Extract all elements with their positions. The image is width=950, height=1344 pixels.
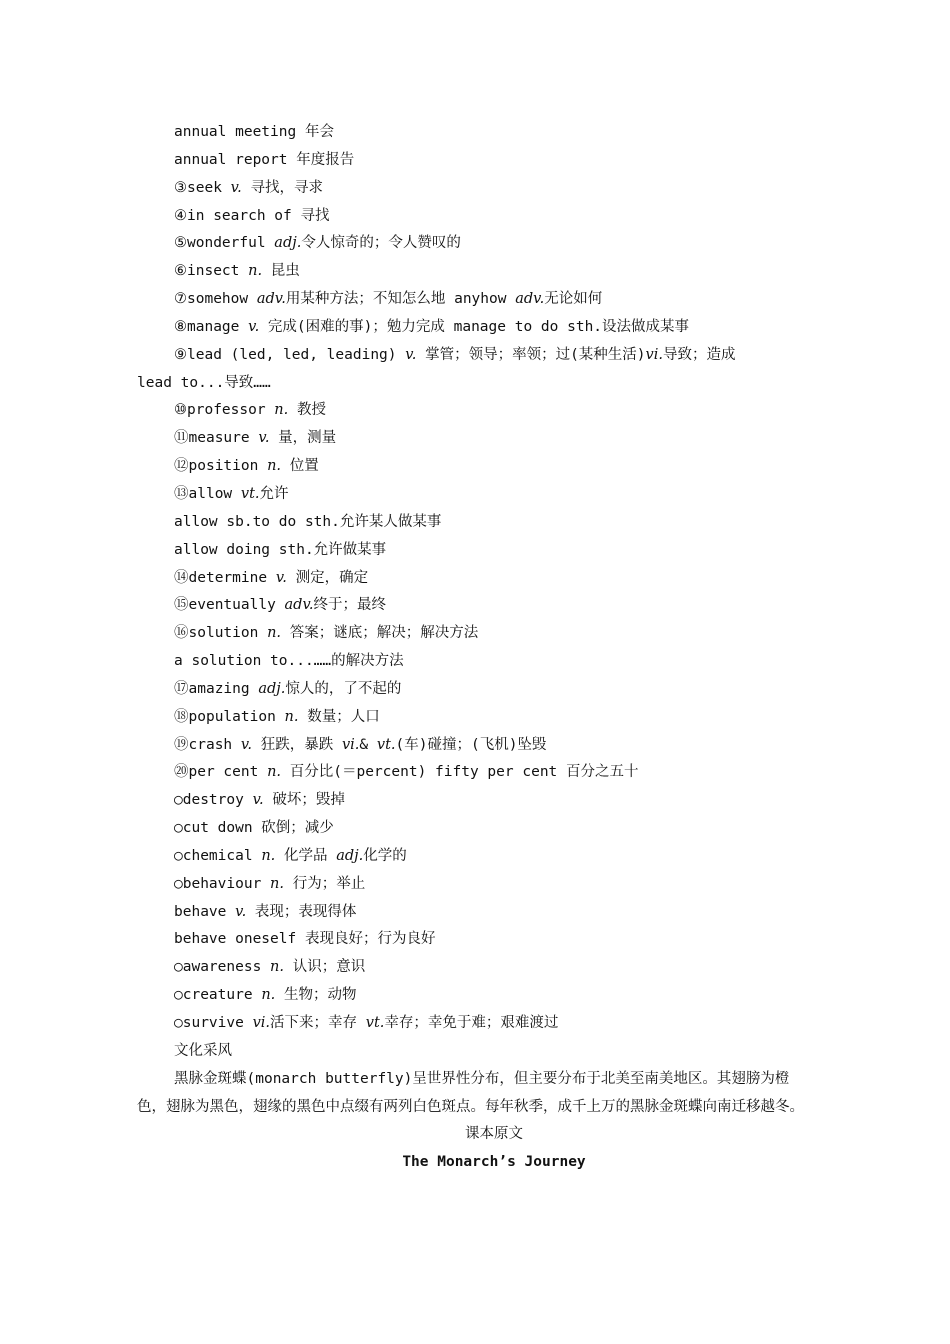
part-of-speech: v.: [240, 736, 252, 753]
vocab-text: ○awareness: [174, 959, 271, 976]
vocab-line: [0, 481, 950, 509]
vocab-line: [0, 843, 950, 871]
part-of-speech: v.: [275, 569, 287, 586]
part-of-speech: n.: [270, 959, 284, 976]
part-of-speech: v.: [405, 346, 417, 363]
vocab-text: ⑨lead (led, led, leading): [174, 346, 406, 363]
vocab-text: ○destroy: [174, 792, 253, 809]
vocab-line: [0, 648, 950, 676]
part-of-speech: vt.: [365, 1015, 385, 1031]
part-of-speech: adj.: [336, 847, 364, 864]
vocab-text: 活下来；幸存: [270, 1015, 366, 1031]
vocab-text: 数量；人口: [298, 708, 380, 725]
vocab-line: [0, 899, 950, 927]
vocab-text: ③seek: [174, 179, 231, 196]
vocab-text: ⑰amazing: [174, 680, 259, 697]
vocab-text: annual report 年度报告: [174, 151, 355, 168]
vocab-text: 量，测量: [269, 430, 337, 447]
part-of-speech: n.: [267, 625, 282, 642]
part-of-speech: n.: [261, 847, 276, 864]
vocab-line: [0, 286, 950, 314]
passage-title: The Monarch’s Journey: [402, 1154, 586, 1171]
vocab-text: ⑫position: [174, 458, 268, 475]
vocab-text: 用某种方法；不知怎么地 anyhow: [285, 291, 516, 308]
vocab-text: 行为；举止: [283, 875, 366, 892]
vocab-text: 生物；动物: [275, 987, 357, 1004]
vocab-text: 表现；表现得体: [246, 903, 357, 920]
vocab-line: [0, 147, 950, 175]
vocab-text: behave oneself 表现良好；行为良好: [174, 931, 436, 948]
vocab-line: [0, 676, 950, 704]
vocab-text: 认识；意识: [283, 959, 366, 976]
vocab-line: [0, 175, 950, 203]
vocab-text: 幸存；幸免于难；艰难渡过: [384, 1015, 559, 1031]
vocab-line: [0, 1010, 950, 1038]
part-of-speech: v.: [248, 318, 260, 335]
vocab-text: ⑲crash: [174, 736, 241, 753]
vocab-line: [0, 592, 950, 620]
vocab-line: [0, 397, 950, 425]
part-of-speech: vi.: [645, 346, 663, 363]
vocab-text: ⑮eventually: [174, 597, 285, 614]
text-section-heading: 课本原文: [465, 1126, 523, 1143]
part-of-speech: adv.: [515, 291, 545, 308]
culture-paragraph: 黑脉金斑蝶(monarch butterfly)呈世界性分布，但主要分布于北美至南美地区。其翅膀为橙色，翅脉为黑色，翅缘的黑色中点缀有两列白色斑点。每年秋季，成千上万的黑脉金斑蝶向南迁移越冬。: [137, 1070, 804, 1115]
vocab-text: ⑩professor: [174, 402, 275, 419]
vocab-text: annual meeting 年会: [174, 124, 334, 140]
part-of-speech: n.: [261, 987, 276, 1004]
vocab-text: ⑭determine: [174, 569, 276, 586]
vocab-line: [0, 509, 950, 537]
part-of-speech: vi.: [341, 736, 360, 753]
vocab-line: [0, 565, 950, 593]
vocab-line: [0, 815, 950, 843]
part-of-speech: v.: [258, 430, 270, 447]
vocab-lines: [0, 119, 950, 1038]
vocab-text: lead to...导致……: [137, 374, 271, 391]
vocab-text: ⑬allow: [174, 485, 241, 502]
vocab-text: ⑧manage: [174, 318, 249, 335]
vocab-text: ○chemical: [174, 847, 262, 864]
vocab-text: 化学品: [275, 847, 337, 864]
part-of-speech: n.: [274, 402, 289, 419]
vocab-text: ⑦somehow: [174, 291, 257, 308]
vocab-text: ④in search of 寻找: [174, 207, 330, 224]
part-of-speech: vi.: [252, 1015, 271, 1031]
vocab-text: ○creature: [174, 987, 262, 1004]
vocab-line-continuation: [0, 370, 950, 398]
part-of-speech: n.: [270, 875, 284, 892]
vocab-line: [0, 982, 950, 1010]
vocab-line: [0, 954, 950, 982]
vocab-text: 令人惊奇的；令人赞叹的: [301, 235, 461, 252]
vocab-text: 终于；最终: [313, 597, 387, 614]
vocab-text: ○behaviour: [174, 875, 271, 892]
vocab-text: 答案；谜底；解决；解决方法: [281, 625, 479, 642]
vocab-text: (车)碰撞；(飞机)坠毁: [395, 736, 547, 753]
part-of-speech: vt.: [376, 736, 396, 753]
vocab-text: allow sb.to do sth.允许某人做某事: [174, 513, 442, 530]
vocab-text: 狂跌，暴跌: [251, 736, 342, 753]
vocab-text: 掌管；领导；率领；过(某种生活): [416, 346, 646, 363]
vocab-line: [0, 258, 950, 286]
vocab-text: 破坏；毁掉: [263, 792, 345, 809]
vocab-line: [0, 926, 950, 954]
vocab-text: 允许: [259, 485, 289, 502]
part-of-speech: adj.: [258, 680, 286, 697]
vocab-text: 化学的: [363, 847, 407, 864]
vocab-text: 位置: [281, 458, 319, 475]
vocab-text: 无论如何: [544, 291, 603, 308]
part-of-speech: v.: [235, 903, 247, 920]
part-of-speech: n.: [248, 263, 263, 280]
vocab-text: ○cut down 砍倒；减少: [174, 820, 334, 837]
part-of-speech: n.: [267, 458, 282, 475]
part-of-speech: vt.: [240, 485, 260, 502]
vocab-line: [0, 425, 950, 453]
vocab-text: 导致；造成: [663, 346, 736, 363]
vocab-line: [0, 620, 950, 648]
vocab-text: ⑯solution: [174, 625, 268, 642]
vocab-line: [0, 759, 950, 787]
part-of-speech: n.: [267, 764, 282, 781]
vocab-line: [0, 342, 950, 370]
part-of-speech: adj.: [274, 235, 302, 252]
vocab-line: [0, 732, 950, 760]
vocab-text: ⑪measure: [174, 430, 259, 447]
vocab-text: allow doing sth.允许做某事: [174, 541, 387, 558]
vocab-text: 测定，确定: [286, 569, 369, 586]
vocab-line: [0, 787, 950, 815]
vocab-text: 寻找，寻求: [241, 179, 323, 196]
culture-heading: 文化采风: [174, 1042, 232, 1059]
vocab-text: 教授: [288, 402, 326, 419]
vocab-text: ⑳per cent: [174, 764, 268, 781]
vocab-text: 百分比(＝percent) fifty per cent 百分之五十: [281, 764, 639, 781]
vocab-line: [0, 230, 950, 258]
vocab-line: [0, 314, 950, 342]
vocab-text: 惊人的，了不起的: [285, 680, 402, 697]
vocab-line: [0, 704, 950, 732]
vocab-line: [0, 119, 950, 147]
part-of-speech: v.: [252, 792, 264, 809]
vocab-text: ⑱population: [174, 708, 285, 725]
vocab-text: a solution to...……的解决方法: [174, 653, 404, 670]
vocab-text: 昆虫: [262, 263, 300, 280]
vocab-text: &: [359, 736, 377, 753]
vocab-text: 完成(困难的事)；勉力完成 manage to do sth.设法做成某事: [259, 318, 690, 335]
part-of-speech: adv.: [284, 597, 314, 614]
part-of-speech: n.: [284, 708, 299, 725]
vocab-line: [0, 871, 950, 899]
vocab-line: [0, 453, 950, 481]
vocab-text: behave: [174, 903, 236, 920]
vocab-list: [0, 119, 950, 1177]
vocab-text: ○survive: [174, 1015, 253, 1031]
vocab-line: [0, 203, 950, 231]
vocab-text: ⑤wonderful: [174, 235, 275, 252]
vocab-line: [0, 537, 950, 565]
vocab-text: ⑥insect: [174, 263, 249, 280]
part-of-speech: v.: [230, 179, 242, 196]
part-of-speech: adv.: [256, 291, 286, 308]
